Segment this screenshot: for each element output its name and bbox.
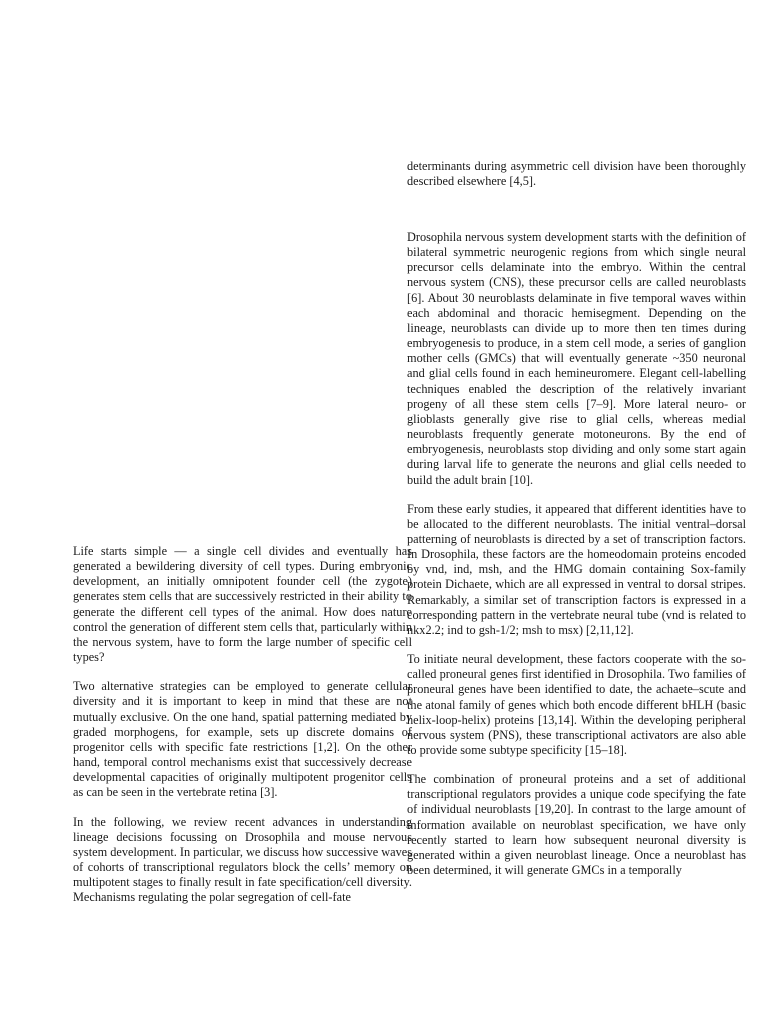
right-column (407, 230, 746, 878)
paragraph-strategies: Two alternative strategies can be employed to generate cellular diversity and it is important to keep in mind that these are not mutually exclusive. On the one hand, spatial patterning mediated by graded morphogens, for example, sets up discrete domains of progenitor cells with specific fate restrictions [1,2]. On the other hand, temporal control mechanisms exist that successively decrease developmental capacities of originally multipotent progenitor cells as can be seen in the vertebrate retina [3]. (73, 679, 412, 800)
paragraph-review-scope: In the following, we review recent advances in understanding lineage decisions focussing on Drosophila and mouse nervous system development. In particular, we discuss how successive waves of cohorts of transcriptional regulators block the cells’ memory on multipotent stages to finally result in fate specification/cell diversity. Mechanisms regulating the polar segregation of cell-fate (73, 814, 412, 905)
right-column-continuation (407, 159, 746, 189)
paragraph-neuroblast-code: The combination of proneural proteins and a set of additional transcriptional regulators provides a unique code specifying the fate of individual neuroblasts [19,20]. In contrast to the large amount of information available on neuroblast specification, we have only recently started to learn how subsequent neuronal diversity is generated within a given neuroblast lineage. Once a neuroblast has been determined, it will generate GMCs in a temporally (407, 772, 746, 878)
paragraph-proneural-genes: To initiate neural development, these factors cooperate with the so-called proneural genes first identified in Drosophila. Two families of proneural genes have been identified to date, the achaete–scute and the atonal family of genes which both encode different bHLH (basic helix-loop-helix) proteins [13,14]. Within the developing peripheral nervous system (PNS), these transcriptional activators are also able to provide some subtype specificity [15–18]. (407, 652, 746, 757)
paragraph-continuation: determinants during asymmetric cell division have been thoroughly described elsewhere [4,5]. (407, 159, 746, 189)
left-column (73, 544, 412, 905)
paragraph-neuroblast-identity: From these early studies, it appeared that different identities have to be allocated to the different neuroblasts. The initial ventral–dorsal patterning of neuroblasts is directed by a set of transcription factors. In Drosophila, these factors are the homeodomain proteins encoded by vnd, ind, msh, and the HMG domain containing Sox-family protein Dichaete, which are all expressed in ventral to dorsal stripes. Remarkably, a similar set of transcription factors is expressed in a corresponding pattern in the vertebrate neural tube (vnd is related to nkx2.2; ind to gsh-1/2; msh to msx) [2,11,12]. (407, 501, 746, 637)
paragraph-drosophila-development: Drosophila nervous system development starts with the definition of bilateral symmetric neurogenic regions from which single neural precursor cells delaminate into the embryo. Within the central nervous system (CNS), these precursor cells are called neuroblasts [6]. About 30 neuroblasts delaminate in five temporal waves within each abdominal and thoracic hemisegment. Depending on the lineage, neuroblasts can divide up to more then ten times during embryogenesis to produce, in a stem cell mode, a series of ganglion mother cells (GMCs) that will eventually generate ~350 neuronal and glial cells found in each hemineuromere. Elegant cell-labelling techniques enabled the description of the relatively invariant progeny of all these stem cells [7–9]. More lateral neuro- or glioblasts generally give rise to glial cells, whereas medial neuroblasts frequently generate motoneurons. By the end of embryogenesis, neuroblasts stop dividing and only some start again during larval life to generate the neurons and glial cells needed to build the adult brain [10]. (407, 230, 746, 487)
paragraph-intro: Life starts simple — a single cell divides and eventually has generated a bewildering diversity of cell types. During embryonic development, an initially omnipotent founder cell (the zygote) generates stem cells that are successively restricted in their ability to generate the different cell types of the animal. How does nature control the generation of different stem cells that, particularly within the nervous system, have to form the large number of specific cell types? (73, 544, 412, 665)
